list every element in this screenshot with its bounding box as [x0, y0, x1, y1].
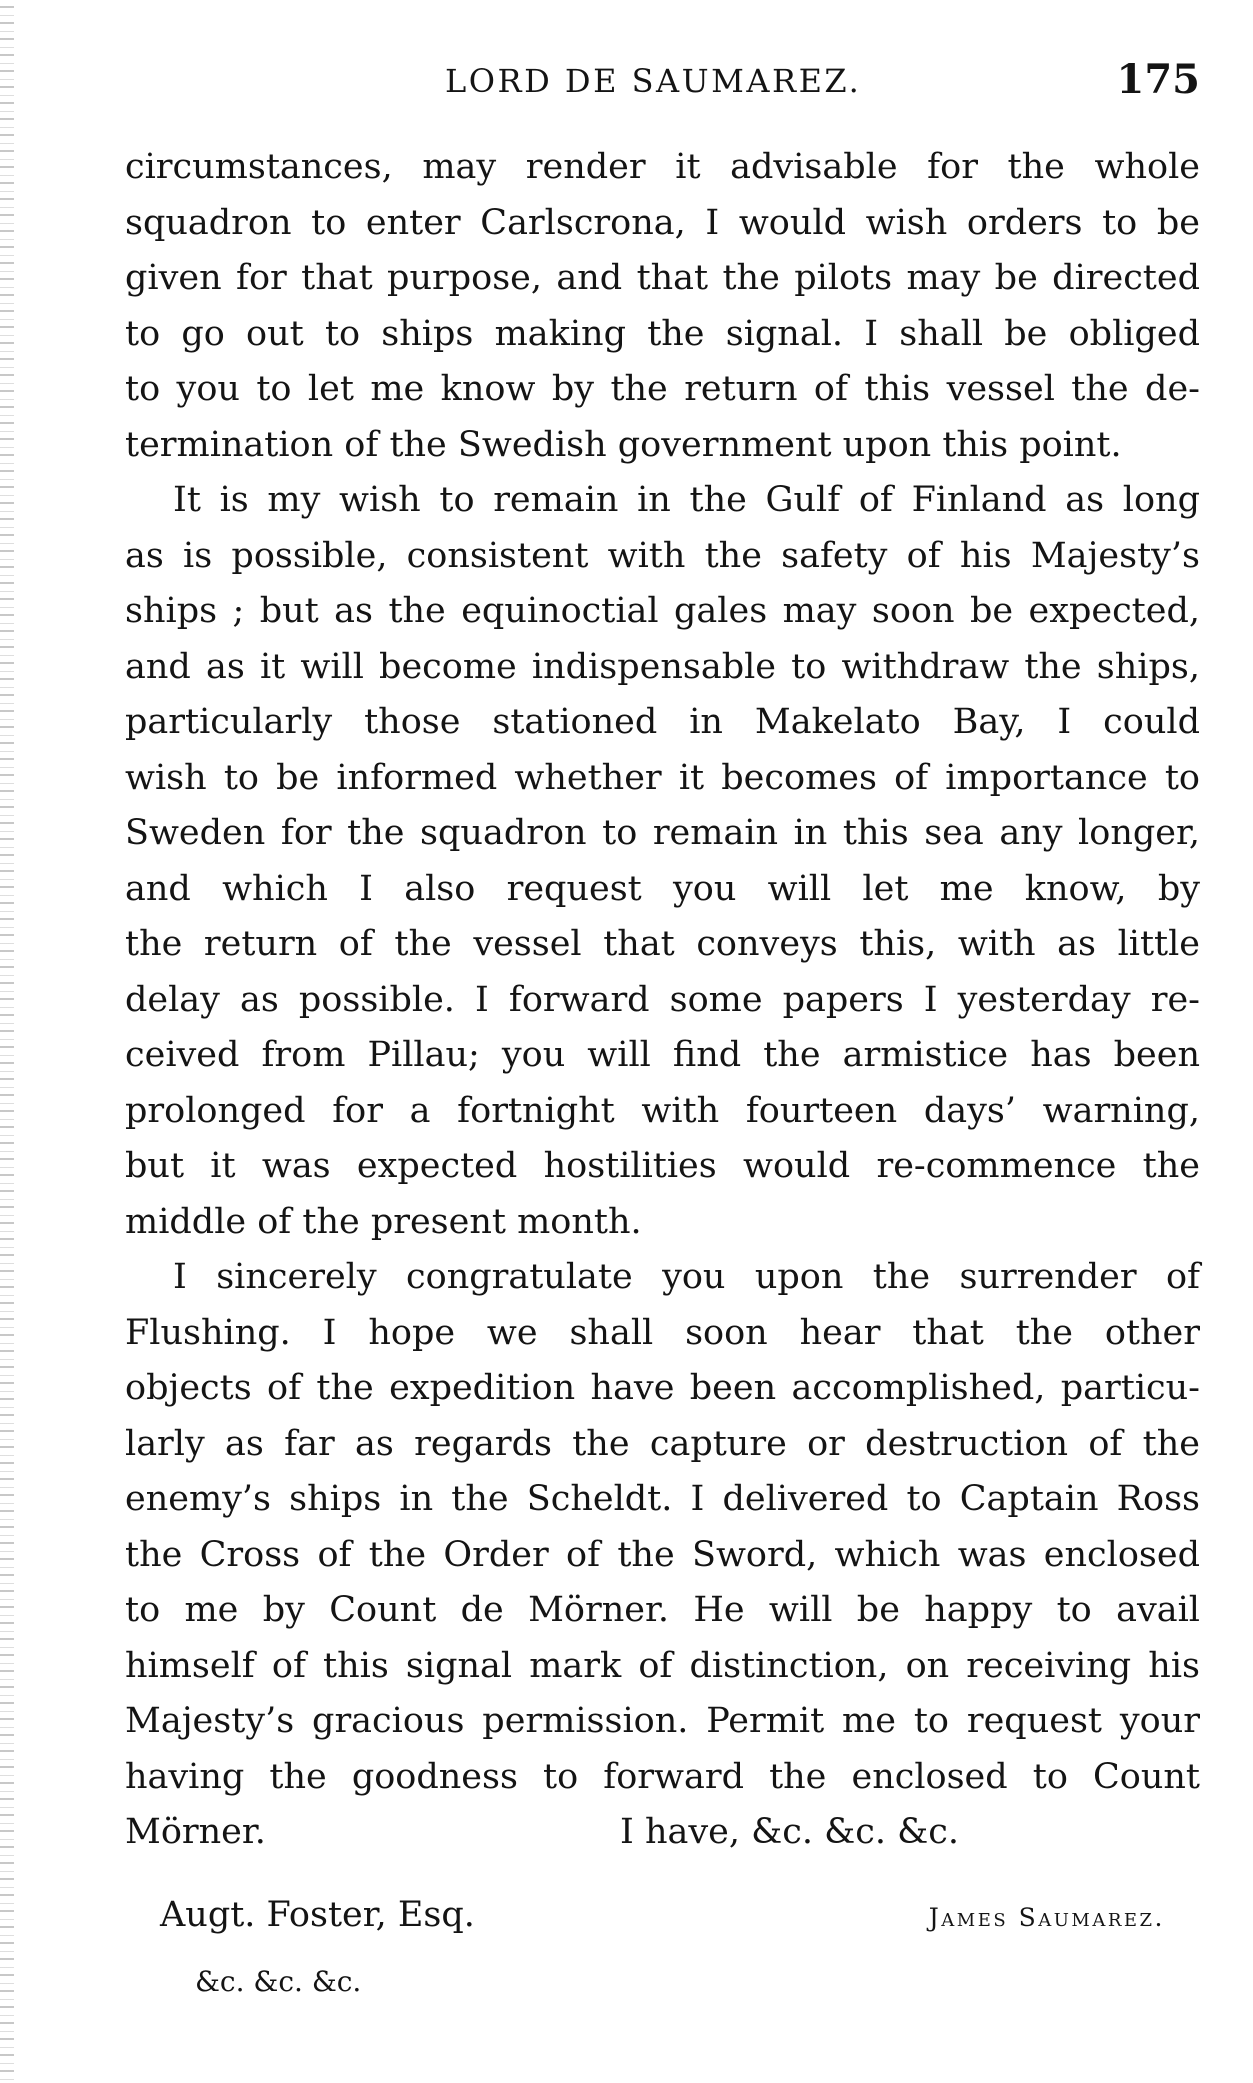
text-line: ships ; but as the equinoctial gales may soon be expected,: [125, 591, 1200, 631]
text-line: and as it will become indispensable to withdraw the ships,: [125, 646, 1200, 687]
text-line: himself of this signal mark of distinction, on receiving his: [125, 1645, 1200, 1686]
addressee: Augt. Foster, Esq.: [160, 1895, 475, 1935]
valediction: I have, &c. &c. &c.: [620, 1812, 959, 1852]
text-line: middle of the present month.: [125, 1201, 642, 1242]
page-number: 175: [1116, 56, 1200, 103]
text-line: ceived from Pillau; you will find the armistice has been: [125, 1035, 1200, 1075]
signature: James Saumarez.: [928, 1903, 1165, 1932]
letter-body: [125, 140, 1200, 1861]
text-line: wish to be informed whether it becomes of importance to: [125, 757, 1200, 798]
paragraph-3: [125, 1250, 1200, 1861]
closing-last-word: Mörner.: [125, 1812, 266, 1852]
text-line: prolonged for a fortnight with fourteen days’ warning,: [125, 1090, 1200, 1131]
text-line: the Cross of the Order of the Sword, which was enclosed: [125, 1534, 1200, 1575]
text-line: having the goodness to forward the enclosed to Count: [125, 1756, 1200, 1797]
closing-line: [125, 1805, 1200, 1861]
signoff-block: [125, 1895, 1200, 2025]
text-line: circumstances, may render it advisable for the whole: [125, 147, 1200, 187]
text-line: delay as possible. I forward some papers I yesterday re-: [125, 979, 1200, 1020]
paragraph-1: [125, 140, 1200, 473]
text-line: to go out to ships making the signal. I shall be obliged: [125, 313, 1200, 354]
text-line: to you to let me know by the return of this vessel the de-: [125, 369, 1200, 409]
text-line: the return of the vessel that conveys this, with as little: [125, 924, 1200, 964]
text-line: Majesty’s gracious permission. Permit me to request your: [125, 1701, 1200, 1741]
text-line: given for that purpose, and that the pilots may be directed: [125, 258, 1200, 298]
text-line: but it was expected hostilities would re-commence the: [125, 1146, 1200, 1186]
text-line: Flushing. I hope we shall soon hear that the other: [125, 1312, 1200, 1353]
text-line: and which I also request you will let me know, by: [125, 868, 1200, 909]
text-line: larly as far as regards the capture or destruction of the: [125, 1423, 1200, 1464]
addressee-etc: &c. &c. &c.: [195, 1965, 362, 1998]
running-title: LORD DE SAUMAREZ.: [445, 62, 862, 100]
text-line: to me by Count de Mörner. He will be happy to avail: [125, 1590, 1200, 1630]
text-line: as is possible, consistent with the safety of his Majesty’s: [125, 535, 1200, 576]
text-line: particularly those stationed in Makelato Bay, I could: [125, 702, 1200, 742]
text-line: enemy’s ships in the Scheldt. I delivered to Captain Ross: [125, 1479, 1200, 1519]
page-gutter-edge: [0, 0, 14, 2083]
text-line: I sincerely congratulate you upon the surrender of: [173, 1257, 1200, 1297]
page-header: [125, 52, 1200, 112]
text-line: squadron to enter Carlscrona, I would wish orders to be: [125, 202, 1200, 243]
text-line: It is my wish to remain in the Gulf of Finland as long: [173, 480, 1200, 520]
paragraph-2: [125, 473, 1200, 1250]
text-line: Sweden for the squadron to remain in this sea any longer,: [125, 813, 1200, 853]
text-line: termination of the Swedish government upon this point.: [125, 424, 1122, 465]
text-line: objects of the expedition have been accomplished, particu-: [125, 1368, 1200, 1408]
